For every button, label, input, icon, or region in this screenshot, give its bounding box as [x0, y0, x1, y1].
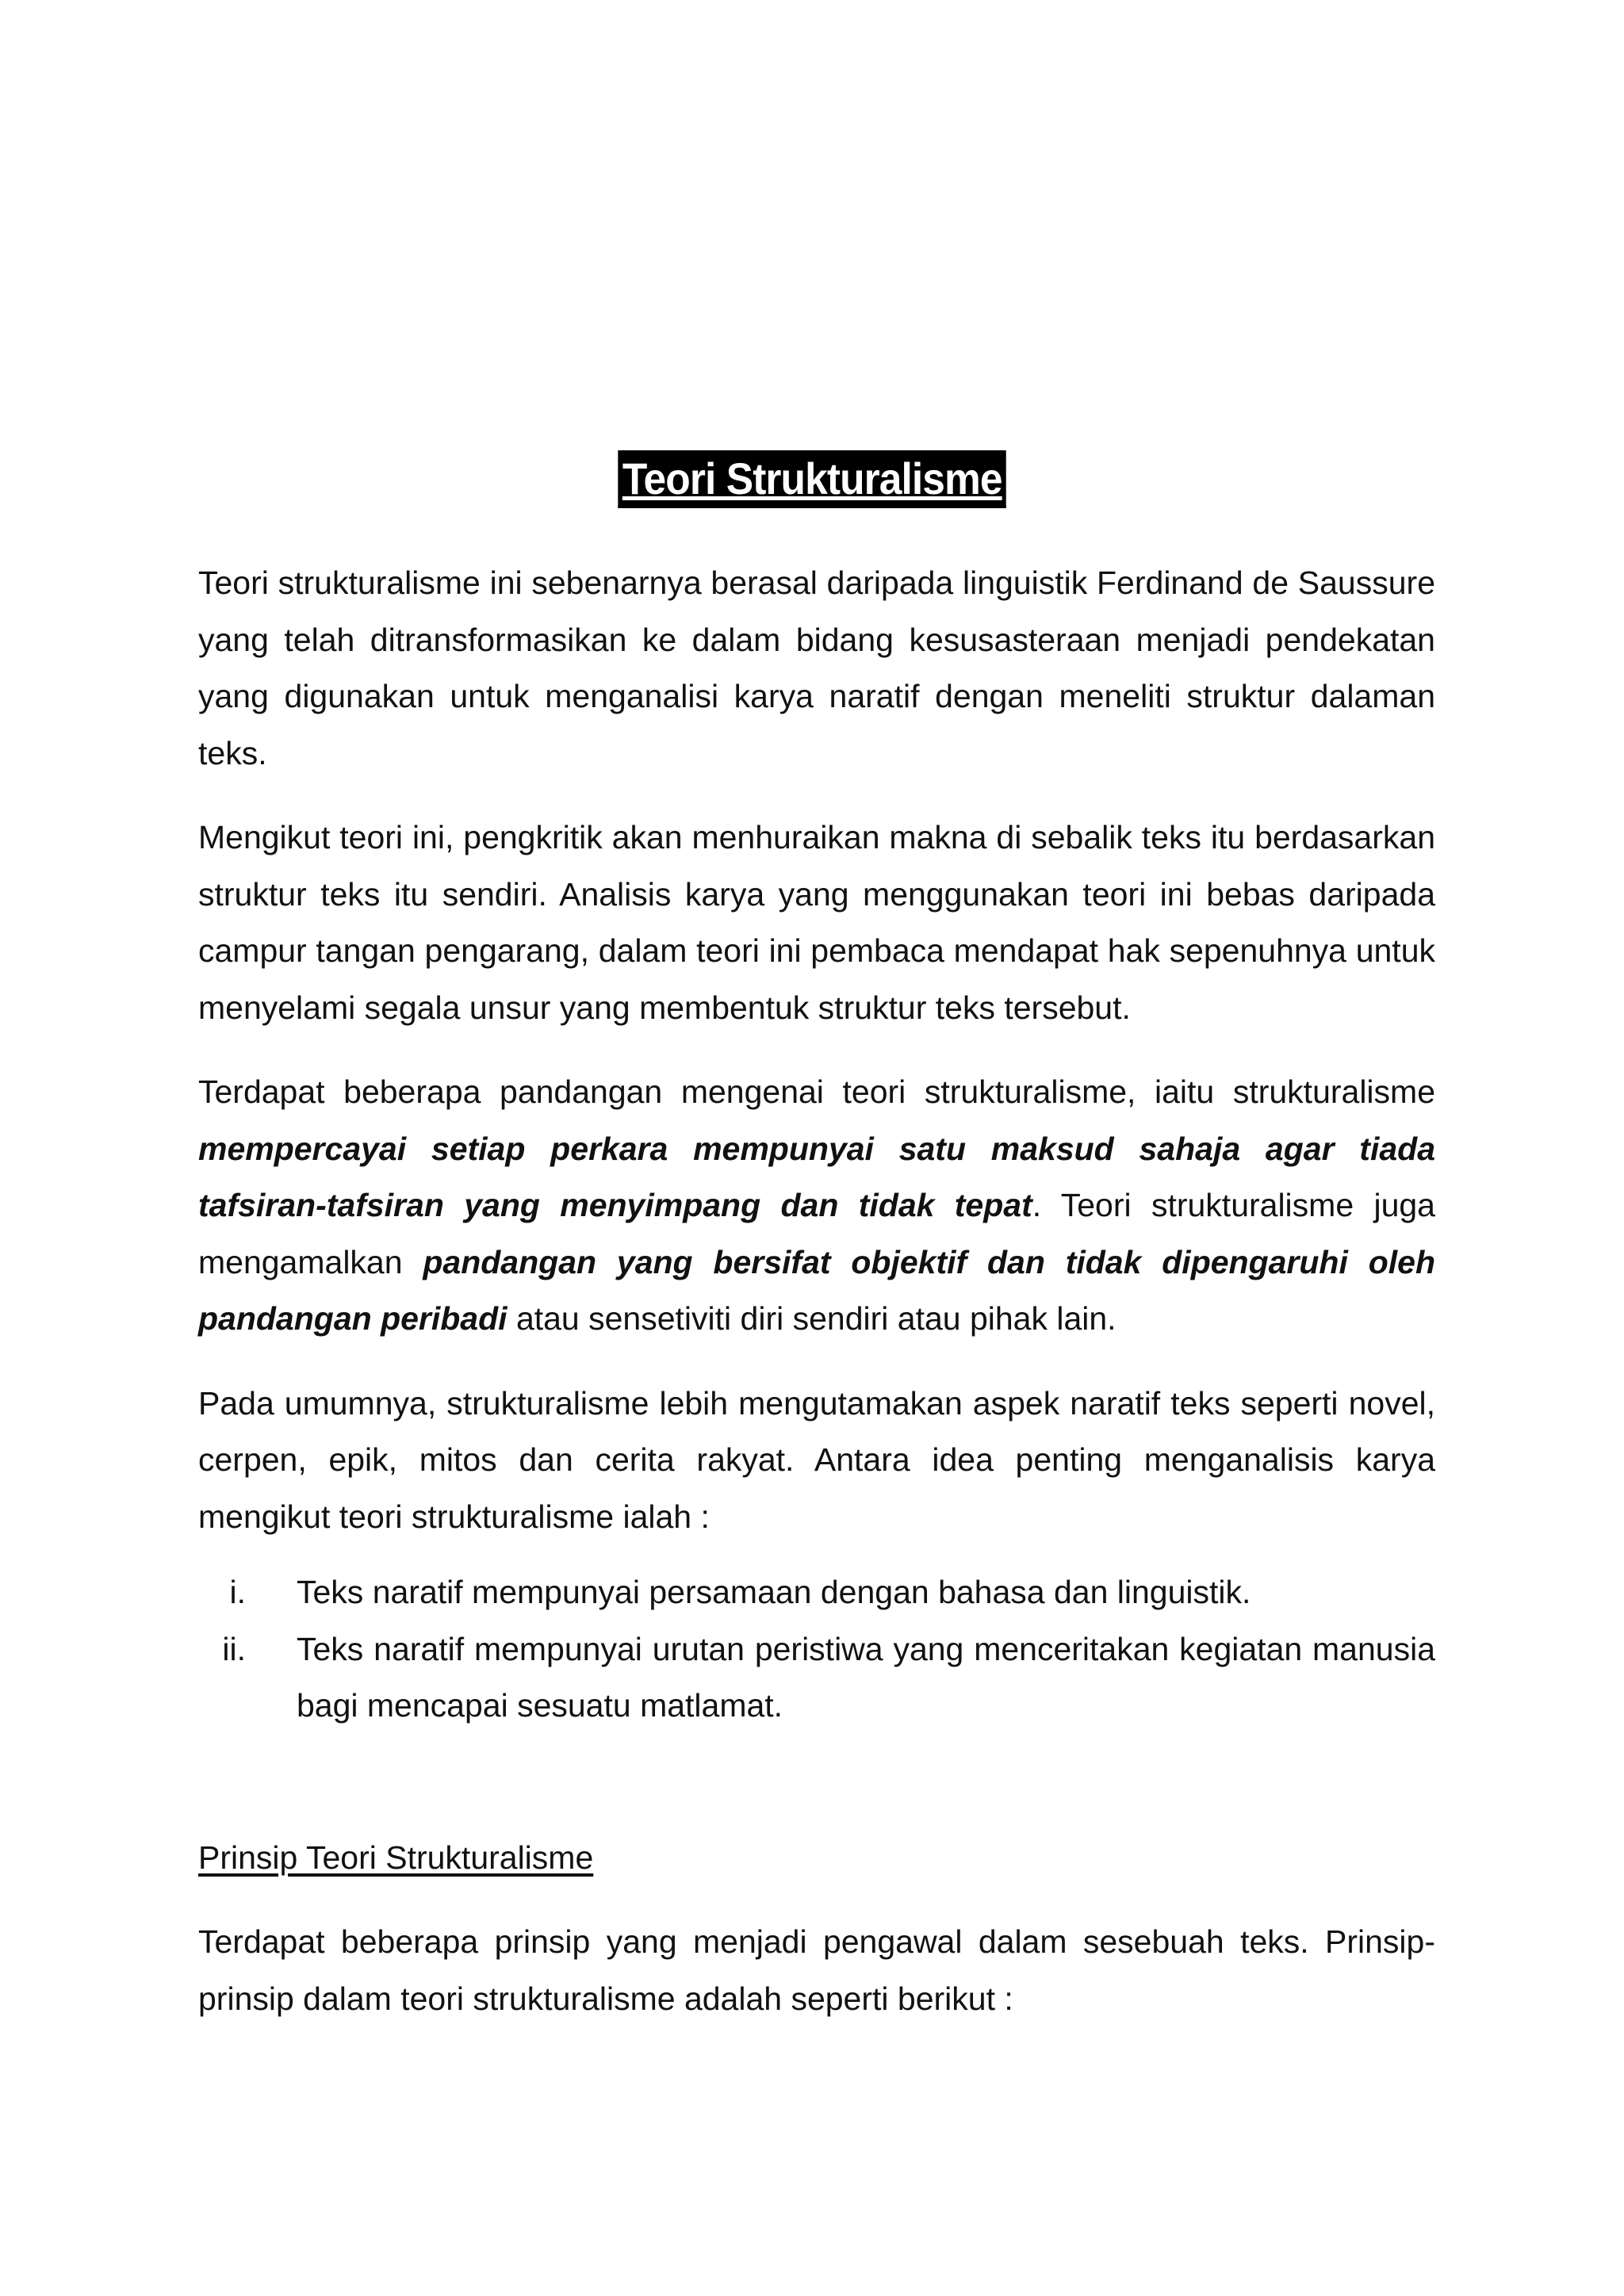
paragraph-3-emphasis-1: mempercayai setiap perkara mempunyai satu maksud sahaja agar tiada tafsiran-tafsiran yang menyimpang dan tidak tepat	[198, 1130, 1435, 1223]
list-item-text: Teks naratif mempunyai persamaan dengan bahasa dan linguistik.	[297, 1574, 1251, 1610]
paragraph-3	[198, 1064, 1435, 1348]
document-title: Teori Strukturalisme	[618, 450, 1006, 508]
list-item	[198, 1621, 1435, 1735]
idea-list	[198, 1564, 1435, 1735]
paragraph-3-emphasis-2: pandangan yang bersifat objektif dan tidak dipengaruhi oleh pandangan peribadi	[198, 1243, 1435, 1337]
paragraph-4: Pada umumnya, strukturalisme lebih mengutamakan aspek naratif teks seperti novel, cerpen, epik, mitos dan cerita rakyat. Antara idea penting menganalisis karya mengikut teori strukturalisme ialah :	[198, 1384, 1435, 1535]
paragraph-1: Teori strukturalisme ini sebenarnya berasal daripada linguistik Ferdinand de Saussure yang telah ditransformasikan ke dalam bidang kesusasteraan menjadi pendekatan yang digunakan untuk menganalisi karya naratif dengan meneliti struktur dalaman teks.	[198, 564, 1435, 771]
title-container	[0, 450, 1624, 508]
list-item	[198, 1564, 1435, 1621]
paragraph-3-text-2: . Teori strukturalisme juga mengamalkan	[198, 1187, 1435, 1280]
list-item-number: i.	[229, 1574, 246, 1610]
paragraph-5: Terdapat beberapa prinsip yang menjadi pengawal dalam sesebuah teks. Prinsip-prinsip dalam teori strukturalisme adalah seperti berikut :	[198, 1923, 1435, 2017]
list-item-text: Teks naratif mempunyai urutan peristiwa yang menceritakan kegiatan manusia bagi mencapai sesuatu matlamat.	[297, 1630, 1435, 1724]
document-body	[198, 555, 1435, 2055]
paragraph-3-text-1: Terdapat beberapa pandangan mengenai teori strukturalisme, iaitu strukturalisme	[198, 1073, 1435, 1110]
list-item-number: ii.	[222, 1630, 246, 1667]
paragraph-3-text-3: atau sensetiviti diri sendiri atau pihak lain.	[507, 1300, 1116, 1337]
paragraph-2: Mengikut teori ini, pengkritik akan menhuraikan makna di sebalik teks itu berdasarkan struktur teks itu sendiri. Analisis karya yang menggunakan teori ini bebas daripada campur tangan pengarang, dalam teori ini pembaca mendapat hak sepenuhnya untuk menyelami segala unsur yang membentuk struktur teks tersebut.	[198, 819, 1435, 1026]
section-heading: Prinsip Teori Strukturalisme	[198, 1839, 594, 1876]
